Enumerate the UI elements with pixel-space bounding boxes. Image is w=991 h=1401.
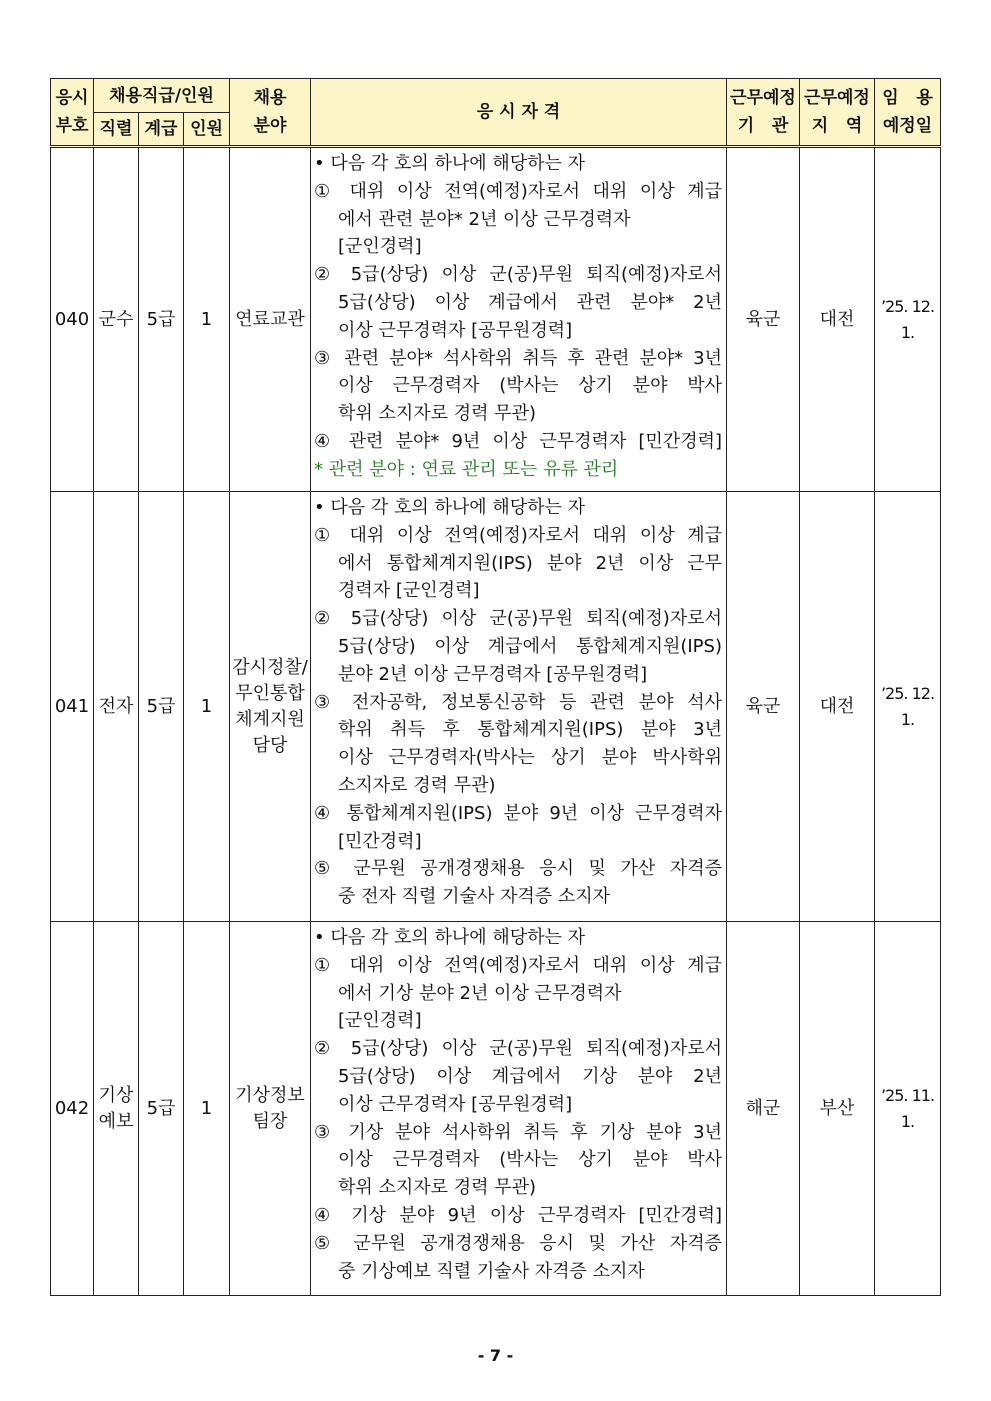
qualification-line: 5급(상당) 이상 계급에서 통합체계지원(IPS) (338, 635, 722, 657)
qualification-line: 학위 소지자로 경력 무관) (338, 1177, 537, 1199)
count: 1 (184, 922, 230, 1296)
grade: 5급 (139, 147, 184, 492)
qualification-line: • 다음 각 호의 하나에 해당하는 자 (314, 497, 585, 518)
series (94, 147, 139, 492)
qualification-line: ⑤ 군무원 공개경쟁채용 응시 및 가산 자격증 (314, 858, 722, 880)
header-qualifications: 응 시 자 격 (311, 79, 727, 147)
table-row (51, 147, 941, 492)
qualification-line: 5급(상당) 이상 계급에서 기상 분야 2년 (338, 1065, 722, 1087)
qualifications (311, 492, 727, 922)
qualification-line: 이상 근무경력자 [공무원경력] (338, 319, 573, 341)
qualifications (311, 922, 727, 1296)
qualification-line: ② 5급(상당) 이상 군(공)무원 퇴직(예정)자로서 (314, 608, 722, 630)
qualification-line: 에서 기상 분야 2년 이상 근무경력자 (338, 982, 622, 1004)
qualification-line: ③ 관련 분야* 석사학위 취득 후 관련 분야* 3년 (314, 347, 722, 369)
field (230, 147, 311, 492)
qualification-line: [군인경력] (338, 1010, 422, 1032)
qualification-line: ④ 관련 분야* 9년 이상 근무경력자 [민간경력] (314, 430, 722, 452)
series-line: 군수 (98, 308, 134, 330)
header-exam-no: 응시 부호 (51, 79, 94, 147)
qualification-line: 에서 통합체계지원(IPS) 분야 2년 이상 근무 (338, 552, 722, 574)
qualification-line: • 다음 각 호의 하나에 해당하는 자 (314, 153, 585, 174)
appoint-date: ’25. 12. 1. (875, 147, 941, 492)
qualification-line: ① 대위 이상 전역(예정)자로서 대위 이상 계급 (314, 954, 722, 976)
grade: 5급 (139, 492, 184, 922)
header-agency: 근무예정 기 관 (727, 79, 800, 147)
qualification-line: 이상 근무경력자 [공무원경력] (338, 1093, 573, 1115)
count: 1 (184, 147, 230, 492)
header-location: 근무예정 지 역 (800, 79, 875, 147)
location: 대전 (800, 492, 875, 922)
qualification-line: 경력자 [군인경력] (338, 580, 480, 602)
qualification-line: 에서 관련 분야* 2년 이상 근무경력자 (338, 208, 631, 230)
field-line: 기상정보 (235, 1084, 305, 1106)
exam-no: 040 (51, 147, 94, 492)
field (230, 492, 311, 922)
qualification-line: ② 5급(상당) 이상 군(공)무원 퇴직(예정)자로서 (314, 264, 722, 286)
qualification-line: 학위 소지자로 경력 무관) (338, 403, 537, 425)
qualification-line: 이상 근무경력자 (박사는 상기 분야 박사 (338, 375, 722, 397)
series-line: 전자 (98, 695, 134, 717)
qualification-line: 학위 취득 후 통합체계지원(IPS) 분야 3년 (338, 719, 722, 741)
qualification-line: 소지자로 경력 무관) (338, 774, 496, 796)
qualification-line: ④ 기상 분야 9년 이상 근무경력자 [민간경력] (314, 1204, 722, 1226)
series-line: 기상 (98, 1084, 134, 1106)
qualification-line: ⑤ 군무원 공개경쟁채용 응시 및 가산 자격증 (314, 1232, 722, 1254)
location: 부산 (800, 922, 875, 1296)
field-line: 팀장 (252, 1110, 288, 1132)
recruitment-table (50, 78, 941, 1296)
qualification-line: 이상 근무경력자(박사는 상기 분야 박사학위 (338, 747, 722, 769)
field-line: 무인통합 (235, 682, 305, 704)
header-field: 채용 분야 (230, 79, 311, 147)
qualification-line: ① 대위 이상 전역(예정)자로서 대위 이상 계급 (314, 180, 722, 202)
qualification-line: ④ 통합체계지원(IPS) 분야 9년 이상 근무경력자 (314, 802, 722, 824)
qualification-line: ③ 전자공학, 정보통신공학 등 관련 분야 석사 (314, 691, 722, 713)
series (94, 922, 139, 1296)
qualification-line: ② 5급(상당) 이상 군(공)무원 퇴직(예정)자로서 (314, 1038, 722, 1060)
field-line: 담당 (252, 734, 288, 756)
appoint-date: ’25. 12. 1. (875, 492, 941, 922)
table-row (51, 922, 941, 1296)
header-count: 인원 (184, 113, 230, 147)
field (230, 922, 311, 1296)
series-line: 예보 (98, 1110, 134, 1132)
series (94, 492, 139, 922)
table-header (51, 79, 941, 147)
table-row (51, 492, 941, 922)
agency: 해군 (727, 922, 800, 1296)
qualification-line: 중 기상예보 직렬 기술사 자격증 소지자 (338, 1260, 645, 1282)
header-grade: 계급 (139, 113, 184, 147)
qualification-line: [군인경력] (338, 236, 422, 258)
qualification-line: 분야 2년 이상 근무경력자 [공무원경력] (338, 663, 648, 685)
appoint-date: ’25. 11. 1. (875, 922, 941, 1296)
qualification-line: ① 대위 이상 전역(예정)자로서 대위 이상 계급 (314, 524, 722, 546)
field-line: 연료교관 (235, 308, 305, 330)
page-number: - 7 - (477, 1346, 514, 1365)
location: 대전 (800, 147, 875, 492)
header-grade-group: 채용직급/인원 (94, 79, 230, 113)
qualification-line: [민간경력] (338, 830, 422, 852)
qualification-line: 중 전자 직렬 기술사 자격증 소지자 (338, 886, 611, 908)
qualification-line: ③ 기상 분야 석사학위 취득 후 기상 분야 3년 (314, 1121, 722, 1143)
field-line: 체계지원 (235, 708, 305, 730)
exam-no: 042 (51, 922, 94, 1296)
qualifications (311, 147, 727, 492)
qualification-line: • 다음 각 호의 하나에 해당하는 자 (314, 927, 585, 948)
qualification-line: 이상 근무경력자 (박사는 상기 분야 박사 (338, 1149, 722, 1171)
header-appoint-date: 임 용 예정일 (875, 79, 941, 147)
agency: 육군 (727, 147, 800, 492)
count: 1 (184, 492, 230, 922)
qualification-note: * 관련 분야 : 연료 관리 또는 유류 관리 (314, 458, 619, 480)
exam-no: 041 (51, 492, 94, 922)
field-line: 감시정찰/ (232, 656, 308, 678)
qualification-line: 5급(상당) 이상 계급에서 관련 분야* 2년 (338, 291, 722, 313)
header-series: 직렬 (94, 113, 139, 147)
agency: 육군 (727, 492, 800, 922)
grade: 5급 (139, 922, 184, 1296)
